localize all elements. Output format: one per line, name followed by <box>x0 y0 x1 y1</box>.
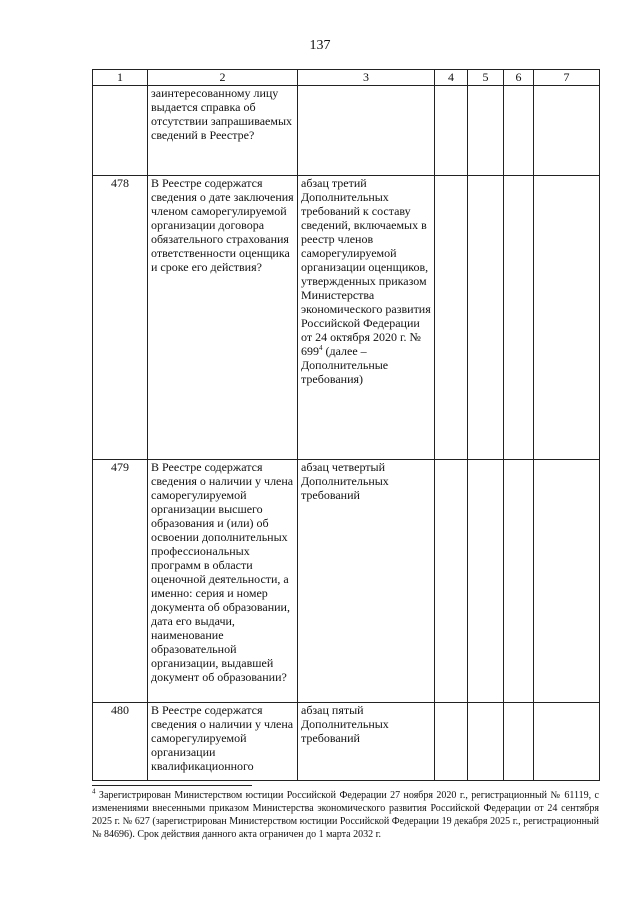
column-header: 4 <box>435 70 468 86</box>
column-header: 1 <box>93 70 148 86</box>
empty-cell <box>534 460 600 703</box>
empty-cell <box>534 703 600 781</box>
empty-cell <box>504 460 534 703</box>
empty-cell <box>435 176 468 460</box>
footnote-divider <box>92 785 252 786</box>
column-header: 6 <box>504 70 534 86</box>
table-row <box>93 460 600 703</box>
footnote-marker: 4 <box>92 787 96 796</box>
reference-cell: абзац четвертый Дополнительных требований <box>298 460 435 703</box>
empty-cell <box>468 460 504 703</box>
row-number: 480 <box>93 703 148 781</box>
table-row <box>93 703 600 781</box>
column-header: 3 <box>298 70 435 86</box>
empty-cell <box>435 460 468 703</box>
empty-cell <box>468 703 504 781</box>
footnote-text: Зарегистрирован Министерством юстиции Российской Федерации 27 ноября 2020 г., регистрационный № 61119, с изменениями внесенными приказом Министерства экономического развития Российской Федерации от 24 сентября 2025 г. № 627 (зарегистрирован Министерством юстиции Российской Федерации 19 декабря 2025 г., регистрационный № 84696). Срок действия данного акта ограничен до 1 марта 2032 г. <box>92 790 599 840</box>
empty-cell <box>504 176 534 460</box>
footnote <box>92 789 599 841</box>
question-cell: В Реестре содержатся сведения о наличии у члена саморегулируемой организации высшего образования и (или) об освоении дополнительных профессиональных программ в области оценочной деятельности, а именно: серия и номер документа об образовании, дата его выдачи, наименование образовательной организации, выдавшей документ об образовании? <box>148 460 298 703</box>
question-cell: В Реестре содержатся сведения о наличии у члена саморегулируемой организации квалификационного <box>148 703 298 781</box>
table-row <box>93 176 600 460</box>
empty-cell <box>435 86 468 176</box>
reference-cell <box>298 176 435 460</box>
empty-cell <box>534 176 600 460</box>
question-cell: заинтересованному лицу выдается справка об отсутствии запрашиваемых сведений в Реестре? <box>148 86 298 176</box>
row-number: 478 <box>93 176 148 460</box>
row-number: 479 <box>93 460 148 703</box>
column-header: 7 <box>534 70 600 86</box>
table-row <box>93 86 600 176</box>
table-header-row <box>93 70 600 86</box>
empty-cell <box>468 176 504 460</box>
empty-cell <box>468 86 504 176</box>
row-number <box>93 86 148 176</box>
column-header: 5 <box>468 70 504 86</box>
page-number: 137 <box>309 38 331 53</box>
reference-text-tail: (далее – Дополнительные требования) <box>301 344 389 386</box>
empty-cell <box>504 86 534 176</box>
question-cell: В Реестре содержатся сведения о дате заключения членом саморегулируемой организации договора обязательного страхования ответственности оценщика и сроке его действия? <box>148 176 298 460</box>
column-header: 2 <box>148 70 298 86</box>
footnote-marker: 4 <box>319 344 323 352</box>
checklist-table <box>92 69 600 781</box>
reference-cell: абзац пятый Дополнительных требований <box>298 703 435 781</box>
empty-cell <box>534 86 600 176</box>
empty-cell <box>504 703 534 781</box>
reference-text: абзац третий Дополнительных требований к составу сведений, включаемых в реестр членов саморегулируемой организации оценщиков, утвержденных приказом Министерства экономического развития Российской Федерации от 24 октября 2020 г. № 699 <box>301 176 431 358</box>
empty-cell <box>435 703 468 781</box>
reference-cell <box>298 86 435 176</box>
